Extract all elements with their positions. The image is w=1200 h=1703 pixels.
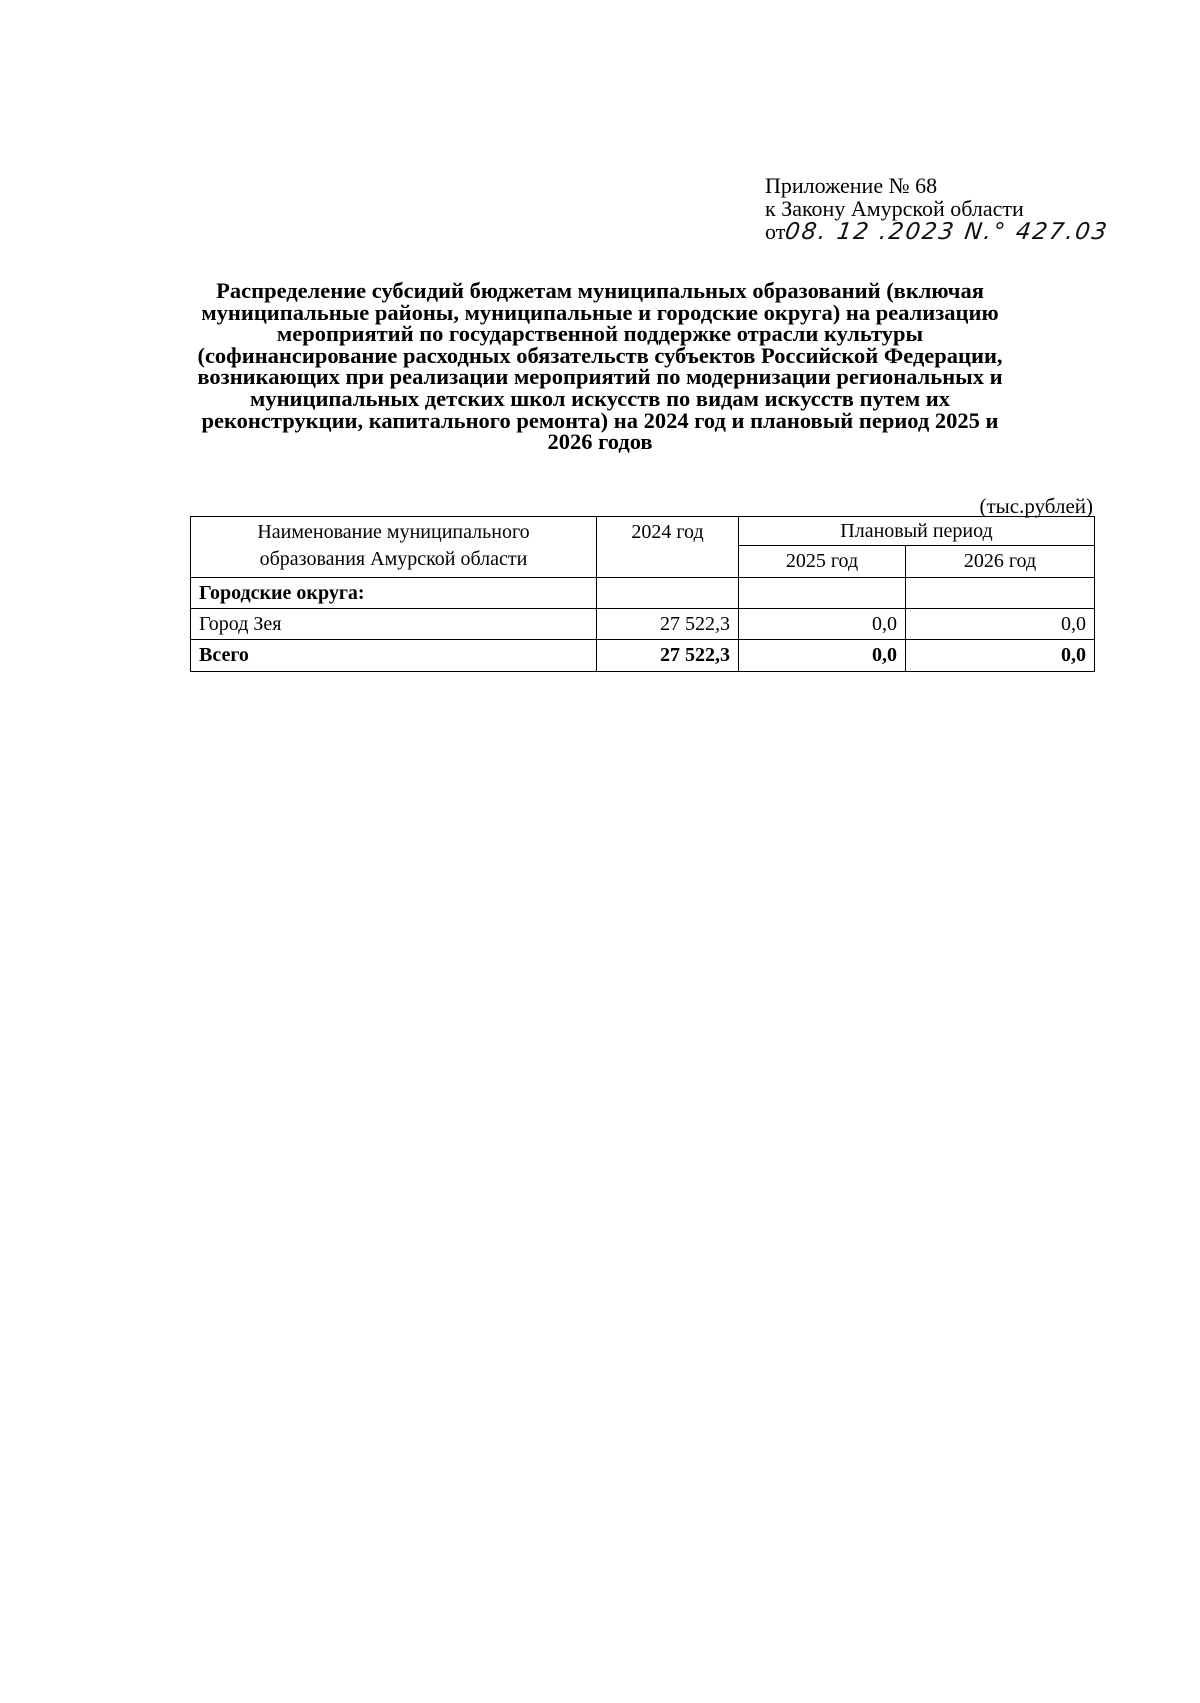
municipality-name: Город Зея [191, 609, 597, 640]
total-2025: 0,0 [739, 640, 906, 672]
header-name-line-1: Наименование муниципального [257, 521, 530, 543]
group-cell-2024 [597, 578, 739, 609]
value-2026: 0,0 [906, 609, 1095, 640]
total-2026: 0,0 [906, 640, 1095, 672]
header-name-line-2: образования Амурской области [259, 548, 528, 570]
appendix-law-reference: к Закону Амурской области [765, 196, 1024, 221]
header-year-2024: 2024 год [597, 517, 739, 578]
table-header-row [191, 517, 1095, 546]
units-note: (тыс.рублей) [979, 494, 1093, 518]
document-title: Распределение субсидий бюджетам муниципальных образований (включая муниципальные районы, муниципальные и городские округа) на реализацию мероприятий по государственной поддержке отрасли культуры (софинансирование расходных обязательств субъектов Российской Федерации, возникающих при реализации мероприятий по модернизации региональных и муниципальных детских школ искусств по видам искусств путем их реконструкции, капитального ремонта) на 2024 год и плановый период 2025 и 2026 годов [197, 278, 1003, 455]
group-cell-2025 [739, 578, 906, 609]
appendix-date-prefix: от [765, 219, 786, 244]
header-municipality-name [191, 517, 597, 578]
table-row [191, 609, 1095, 640]
appendix-date-line [765, 220, 1125, 244]
group-cell-2026 [906, 578, 1095, 609]
total-label: Всего [191, 640, 597, 672]
total-2024: 27 522,3 [597, 640, 739, 672]
appendix-number: Приложение № 68 [765, 173, 938, 198]
group-label: Городские округа: [191, 578, 597, 609]
subsidy-distribution-table [190, 516, 1095, 672]
table-row-total [191, 640, 1095, 672]
header-year-2026: 2026 год [906, 546, 1095, 578]
handwritten-date-number: 08. 12 .2023 N.° 427.03 [783, 219, 1111, 245]
header-plan-period: Плановый период [739, 517, 1095, 546]
header-year-2025: 2025 год [739, 546, 906, 578]
value-2025: 0,0 [739, 609, 906, 640]
appendix-header [765, 174, 1125, 244]
value-2024: 27 522,3 [597, 609, 739, 640]
table-row-group [191, 578, 1095, 609]
